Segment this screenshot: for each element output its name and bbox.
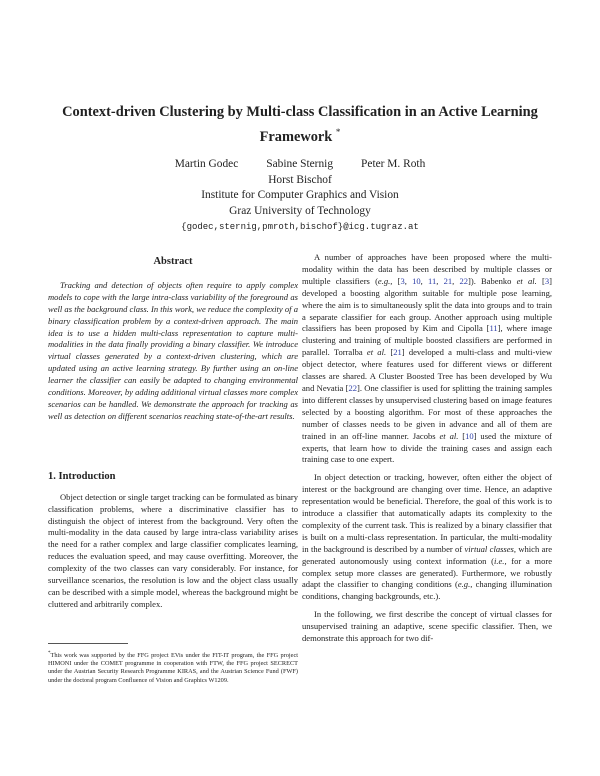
- citation-link[interactable]: 10: [465, 430, 474, 441]
- citation-link[interactable]: 22: [348, 382, 357, 393]
- citation-link[interactable]: 10: [412, 275, 421, 286]
- author-name: Horst Bischof: [268, 173, 332, 186]
- intro-paragraph: Object detection or single target tracking can be formulated as binary classification problems, where a discriminative classifier has to distinguish the object of interest from the background. Very often the multi-modality in the data caused by large intra-class variability arises the need for a rather complex and large classifier complicates learning, reduces the evaluation speed, and may cause overfitting. Moreover, the complexity of the two classes can vary considerably. For instance, for surveillance scenarios, the resolution is low and the object class usually can be described with a simple model, whereas the background might be cluttered and arbitrarily complex.: [48, 491, 298, 609]
- author-name: Peter M. Roth: [361, 158, 426, 170]
- author-name: Sabine Sternig: [266, 158, 334, 170]
- author-name: Martin Godec: [174, 158, 239, 170]
- abstract-heading: Abstract: [153, 256, 193, 267]
- citation-link[interactable]: 21: [443, 275, 453, 286]
- outline-paragraph: In the following, we first describe the concept of virtual classes for unsupervised training an adaptive, scene specific classifier. Then, we demonstrate this approach for two dif-: [302, 609, 552, 644]
- left-column: [48, 252, 298, 685]
- title-line-1: Context-driven Clustering by Multi-class Classification in an Active Learning: [62, 104, 538, 120]
- citation-link[interactable]: 22: [459, 275, 468, 286]
- author-block: [100, 157, 500, 236]
- university: Graz University of Technology: [229, 204, 371, 217]
- citation-link[interactable]: 3: [544, 275, 550, 286]
- title-line-2: Framework: [259, 128, 333, 145]
- footnote-mark: *: [48, 650, 51, 656]
- footnote-divider: [48, 643, 128, 644]
- institute: Institute for Computer Graphics and Vision: [201, 189, 399, 201]
- citation-link[interactable]: 11: [489, 323, 498, 334]
- motivation-paragraph: In object detection or tracking, however, often either the object of interest or the background are changing over time. Hence, an adaptive representation would be beneficial. Therefore, the goal of this work is to introduce a classifier that automatically adapts its complexity to the complexity of the current task. This is realized by a binary classifier that is built on a multi-class representation. In particular, the multi-modality in the background is described by a number of virtual classes, which are generated autonomously using context information (i.e., for a more complex setup more classes are generated). Furthermore, we robustly adapt the classifier to changing conditions (e.g., changing illumination conditions, changing backgrounds, etc.).: [302, 472, 552, 602]
- author-names: [100, 157, 500, 173]
- related-work-paragraph: A number of approaches have been proposed where the multi-modality within the data has been described by multiple classes or multiple classifiers (e.g., [3, 10, 11, 21, 22]). Babenko et al. [3] developed a boosting algorithm suitable for multiple pose learning, where the aim is to simultaneously split the data into groups and to train a separate classifier for each group. Another approach using multiple classifiers has been proposed by Kim and Cipolla [11], where image clustering and training of multiple boosted classifiers are performed in parallel. Torralba et al. [21] developed a multi-class and multi-view object detector, where features used for different views or different classes are shared. A Cluster Boosted Tree has been developed by Wu and Nevatia [22]. One classifier is used for splitting the training samples into different classes by unsupervised clustering based on image features selected by a boosting algorithm. For most of these approaches the number of classes needs to be given in advance and all of them are trained in an off-line manner. Jacobs et al. [10] used the mixture of experts, that learn how to divide the training cases and assign each training case to one expert.: [302, 252, 553, 465]
- author-email: {godec,sternig,pmroth,bischof}@icg.tugraz.at: [181, 222, 419, 232]
- paper-title: [40, 102, 560, 147]
- section-heading-introduction: 1. Introduction: [48, 470, 116, 482]
- abstract-text: Tracking and detection of objects often require to apply complex models to cope with the large intra-class variability of the foreground as well as the background class. In this work, we reduce the complexity of a binary classification problem by a context-driven approach. The main idea is to use a hidden multi-class representation to capture multi-modalities in the data finally providing a binary classifier. We introduce virtual classes generated by a context-driven clustering, which are updated using an active learning strategy. By further using an on-line learner the classifier can easily be adapted to changing environmental conditions. Moreover, by adding additional virtual classes more complex scenarios can be handled. We demonstrate the approach for tracking as well as detection on different scenarios reaching state-of-the-art results.: [48, 279, 298, 421]
- footnote: [48, 650, 298, 685]
- title-footnote-mark: *: [335, 127, 341, 137]
- citation-link[interactable]: 3: [400, 275, 405, 286]
- citation-link[interactable]: 11: [427, 275, 437, 286]
- right-column: [302, 252, 552, 645]
- footnote-text: This work was supported by the FFG project EVis under the FIT-IT program, the FFG project HIMONI under the COMET programme in cooperation with FTW, the FFG project SECRECT under the Austrian Security Research Programme KIRAS, and the Austrian Science Fund (FWF) under the doctoral program Confluence of Vision and Graphics W1209.: [48, 651, 298, 684]
- citation-link[interactable]: 21: [393, 347, 402, 358]
